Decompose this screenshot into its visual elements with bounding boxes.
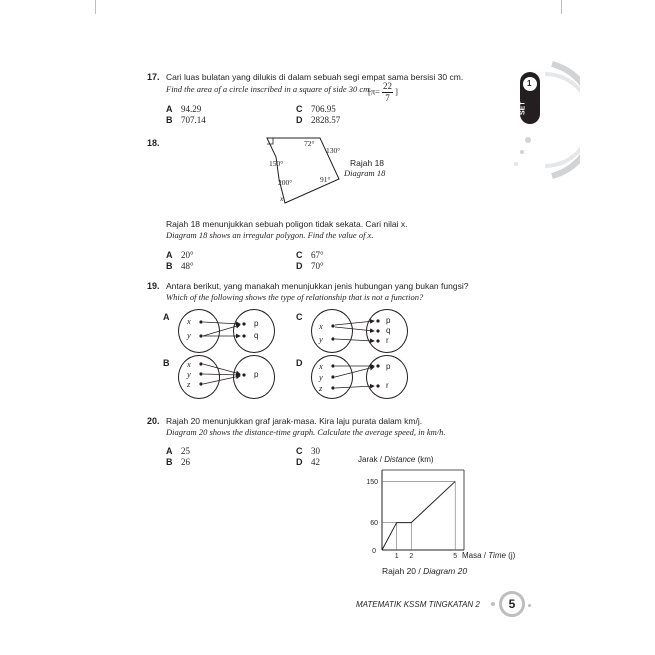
page-number: 5	[508, 596, 516, 611]
q17-option-d-letter[interactable]: D	[296, 115, 303, 125]
q20-option-b-value[interactable]: 26	[181, 457, 190, 467]
q20-option-c-letter[interactable]: C	[296, 446, 303, 456]
q18-angle-left: 150°	[269, 159, 284, 168]
q19-option-a-letter[interactable]: A	[163, 312, 170, 322]
q20-graph-caption	[382, 566, 467, 576]
q19-option-b-letter[interactable]: B	[163, 358, 170, 368]
q20-ylabel-unit: (km)	[415, 455, 434, 464]
q17-pi-num: 22	[383, 81, 393, 91]
q20-option-c-value[interactable]: 30	[311, 446, 320, 456]
q18-option-b-value[interactable]: 48°	[181, 261, 194, 271]
q18-option-d-value[interactable]: 70°	[311, 261, 324, 271]
q17-text-ms: Cari luas bulatan yang dilukis di dalam sebuah segi empat sama bersisi 30 cm.	[166, 72, 464, 82]
page-number-badge	[499, 591, 525, 617]
q18-option-a-letter[interactable]: A	[166, 250, 173, 260]
q18-option-b-letter[interactable]: B	[166, 261, 173, 271]
q17-pi-close: ]	[395, 86, 399, 97]
q19-d-domain-z: z	[319, 383, 323, 393]
origin-label: 0	[372, 548, 376, 555]
q17-option-b-letter[interactable]: B	[166, 115, 173, 125]
q18-option-c-letter[interactable]: C	[296, 250, 303, 260]
footer-title: MATEMATIK KSSM TINGKATAN 2	[356, 600, 480, 609]
q19-c-codomain-q: q	[386, 326, 391, 335]
q19-c-codomain-r: r	[386, 336, 389, 345]
q17-option-c-value[interactable]: 706.95	[311, 104, 336, 114]
footer-dot-icon-right	[528, 604, 531, 607]
q20-number: 20.	[147, 416, 160, 426]
q19-d-codomain-p: p	[386, 362, 391, 371]
x-tick-label-5: 5	[453, 553, 458, 560]
q20-option-a-value[interactable]: 25	[181, 446, 190, 456]
y-tick-label-60: 60	[370, 520, 378, 528]
q19-b-domain-z: z	[187, 379, 191, 389]
q19-c-arrows	[311, 309, 411, 354]
q17-option-d-value[interactable]: 2828.57	[311, 115, 341, 125]
q20-distance-time-chart	[360, 465, 470, 565]
q17-number: 17.	[147, 72, 160, 82]
q19-c-domain-y: y	[319, 334, 323, 344]
q19-number: 19.	[147, 281, 160, 291]
q18-text-en: Diagram 18 shows an irregular polygon. Find the value of x.	[166, 230, 374, 240]
q19-option-c-letter[interactable]: C	[296, 312, 303, 322]
q18-angle-x: x	[280, 194, 284, 203]
q17-text-en: Find the area of a circle inscribed in a square of side 30 cm.	[166, 84, 372, 94]
distance-series-line	[382, 481, 455, 550]
q17-option-b-value[interactable]: 707.14	[181, 115, 206, 125]
q19-a-codomain-q: q	[254, 331, 259, 340]
q18-angle-left-mid: 200°	[278, 178, 293, 187]
q17-pi-label: [π=	[368, 86, 380, 97]
q20-ylabel-en: Distance	[384, 455, 416, 464]
q19-a-domain-y: y	[187, 330, 191, 340]
q20-graph-ylabel	[358, 455, 434, 465]
q20-xlabel-unit: (j)	[505, 551, 516, 560]
q17-pi-fraction	[382, 81, 393, 104]
q18-angle-top: 72°	[304, 139, 315, 148]
q17-pi-hint	[368, 81, 398, 104]
q18-caption-ms: Rajah 18	[350, 158, 385, 168]
q19-d-codomain-r: r	[386, 381, 389, 390]
q18-option-a-value[interactable]: 20°	[181, 250, 194, 260]
q20-ylabel-ms: Jarak /	[358, 455, 385, 464]
q20-option-d-letter[interactable]: D	[296, 457, 303, 467]
q19-c-codomain-p: p	[386, 316, 391, 325]
q19-d-domain-y: y	[319, 372, 323, 382]
crop-mark-right	[561, 0, 562, 14]
q19-option-d-letter[interactable]: D	[296, 358, 303, 368]
q19-b-domain-y: y	[187, 369, 191, 379]
q20-option-d-value[interactable]: 42	[311, 457, 320, 467]
q20-xlabel-en: Time	[488, 551, 506, 560]
q19-c-domain-x: x	[319, 321, 323, 331]
q18-number: 18.	[147, 138, 160, 148]
q18-text-ms: Rajah 18 menunjukkan sebuah poligon tidak sekata. Cari nilai x.	[166, 219, 408, 229]
x-tick-label-2: 2	[409, 553, 414, 560]
q17-option-c-letter[interactable]: C	[296, 104, 303, 114]
q17-pi-den: 7	[385, 92, 390, 103]
crop-mark-left	[95, 0, 96, 14]
q20-caption-en: Diagram 20	[423, 566, 468, 576]
q19-text-ms: Antara berikut, yang manakah menunjukkan jenis hubungan yang bukan fungsi?	[166, 281, 469, 291]
set-label: SET	[519, 101, 527, 116]
q17-option-a-value[interactable]: 94.29	[181, 104, 202, 114]
q19-b-codomain-p: p	[254, 370, 259, 379]
q19-b-arrows	[178, 355, 278, 400]
q20-text-ms: Rajah 20 menunjukkan graf jarak-masa. Kira laju purata dalam km/j.	[166, 416, 423, 426]
footer-dot-icon	[491, 602, 495, 606]
q20-text-en: Diagram 20 shows the distance-time graph. Calculate the average speed, in km/h.	[166, 427, 446, 437]
q17-option-a-letter[interactable]: A	[166, 104, 173, 114]
x-tick-label-1: 1	[394, 553, 399, 560]
q18-option-c-value[interactable]: 67°	[311, 250, 324, 260]
q19-d-domain-x: x	[319, 361, 323, 371]
q18-caption-en: Diagram 18	[344, 168, 386, 178]
q19-b-domain-x: x	[187, 359, 191, 369]
q20-xlabel-ms: Masa /	[462, 551, 489, 560]
q19-a-codomain-p: p	[254, 319, 259, 328]
q18-option-d-letter[interactable]: D	[296, 261, 303, 271]
set-number: 1	[527, 79, 532, 88]
side-decoration	[490, 60, 580, 180]
q20-option-a-letter[interactable]: A	[166, 446, 173, 456]
q20-caption-ms: Rajah 20 /	[382, 566, 424, 576]
q19-text-en: Which of the following shows the type of relationship that is not a function?	[166, 292, 424, 302]
q18-angle-right-bottom: 91°	[320, 175, 331, 184]
q19-d-arrows	[311, 355, 411, 400]
q18-angle-right-top: 130°	[326, 146, 341, 155]
q19-a-domain-x: x	[187, 316, 191, 326]
y-tick-label-150: 150	[366, 478, 378, 486]
q19-a-arrows	[178, 309, 278, 354]
q20-option-b-letter[interactable]: B	[166, 457, 173, 467]
